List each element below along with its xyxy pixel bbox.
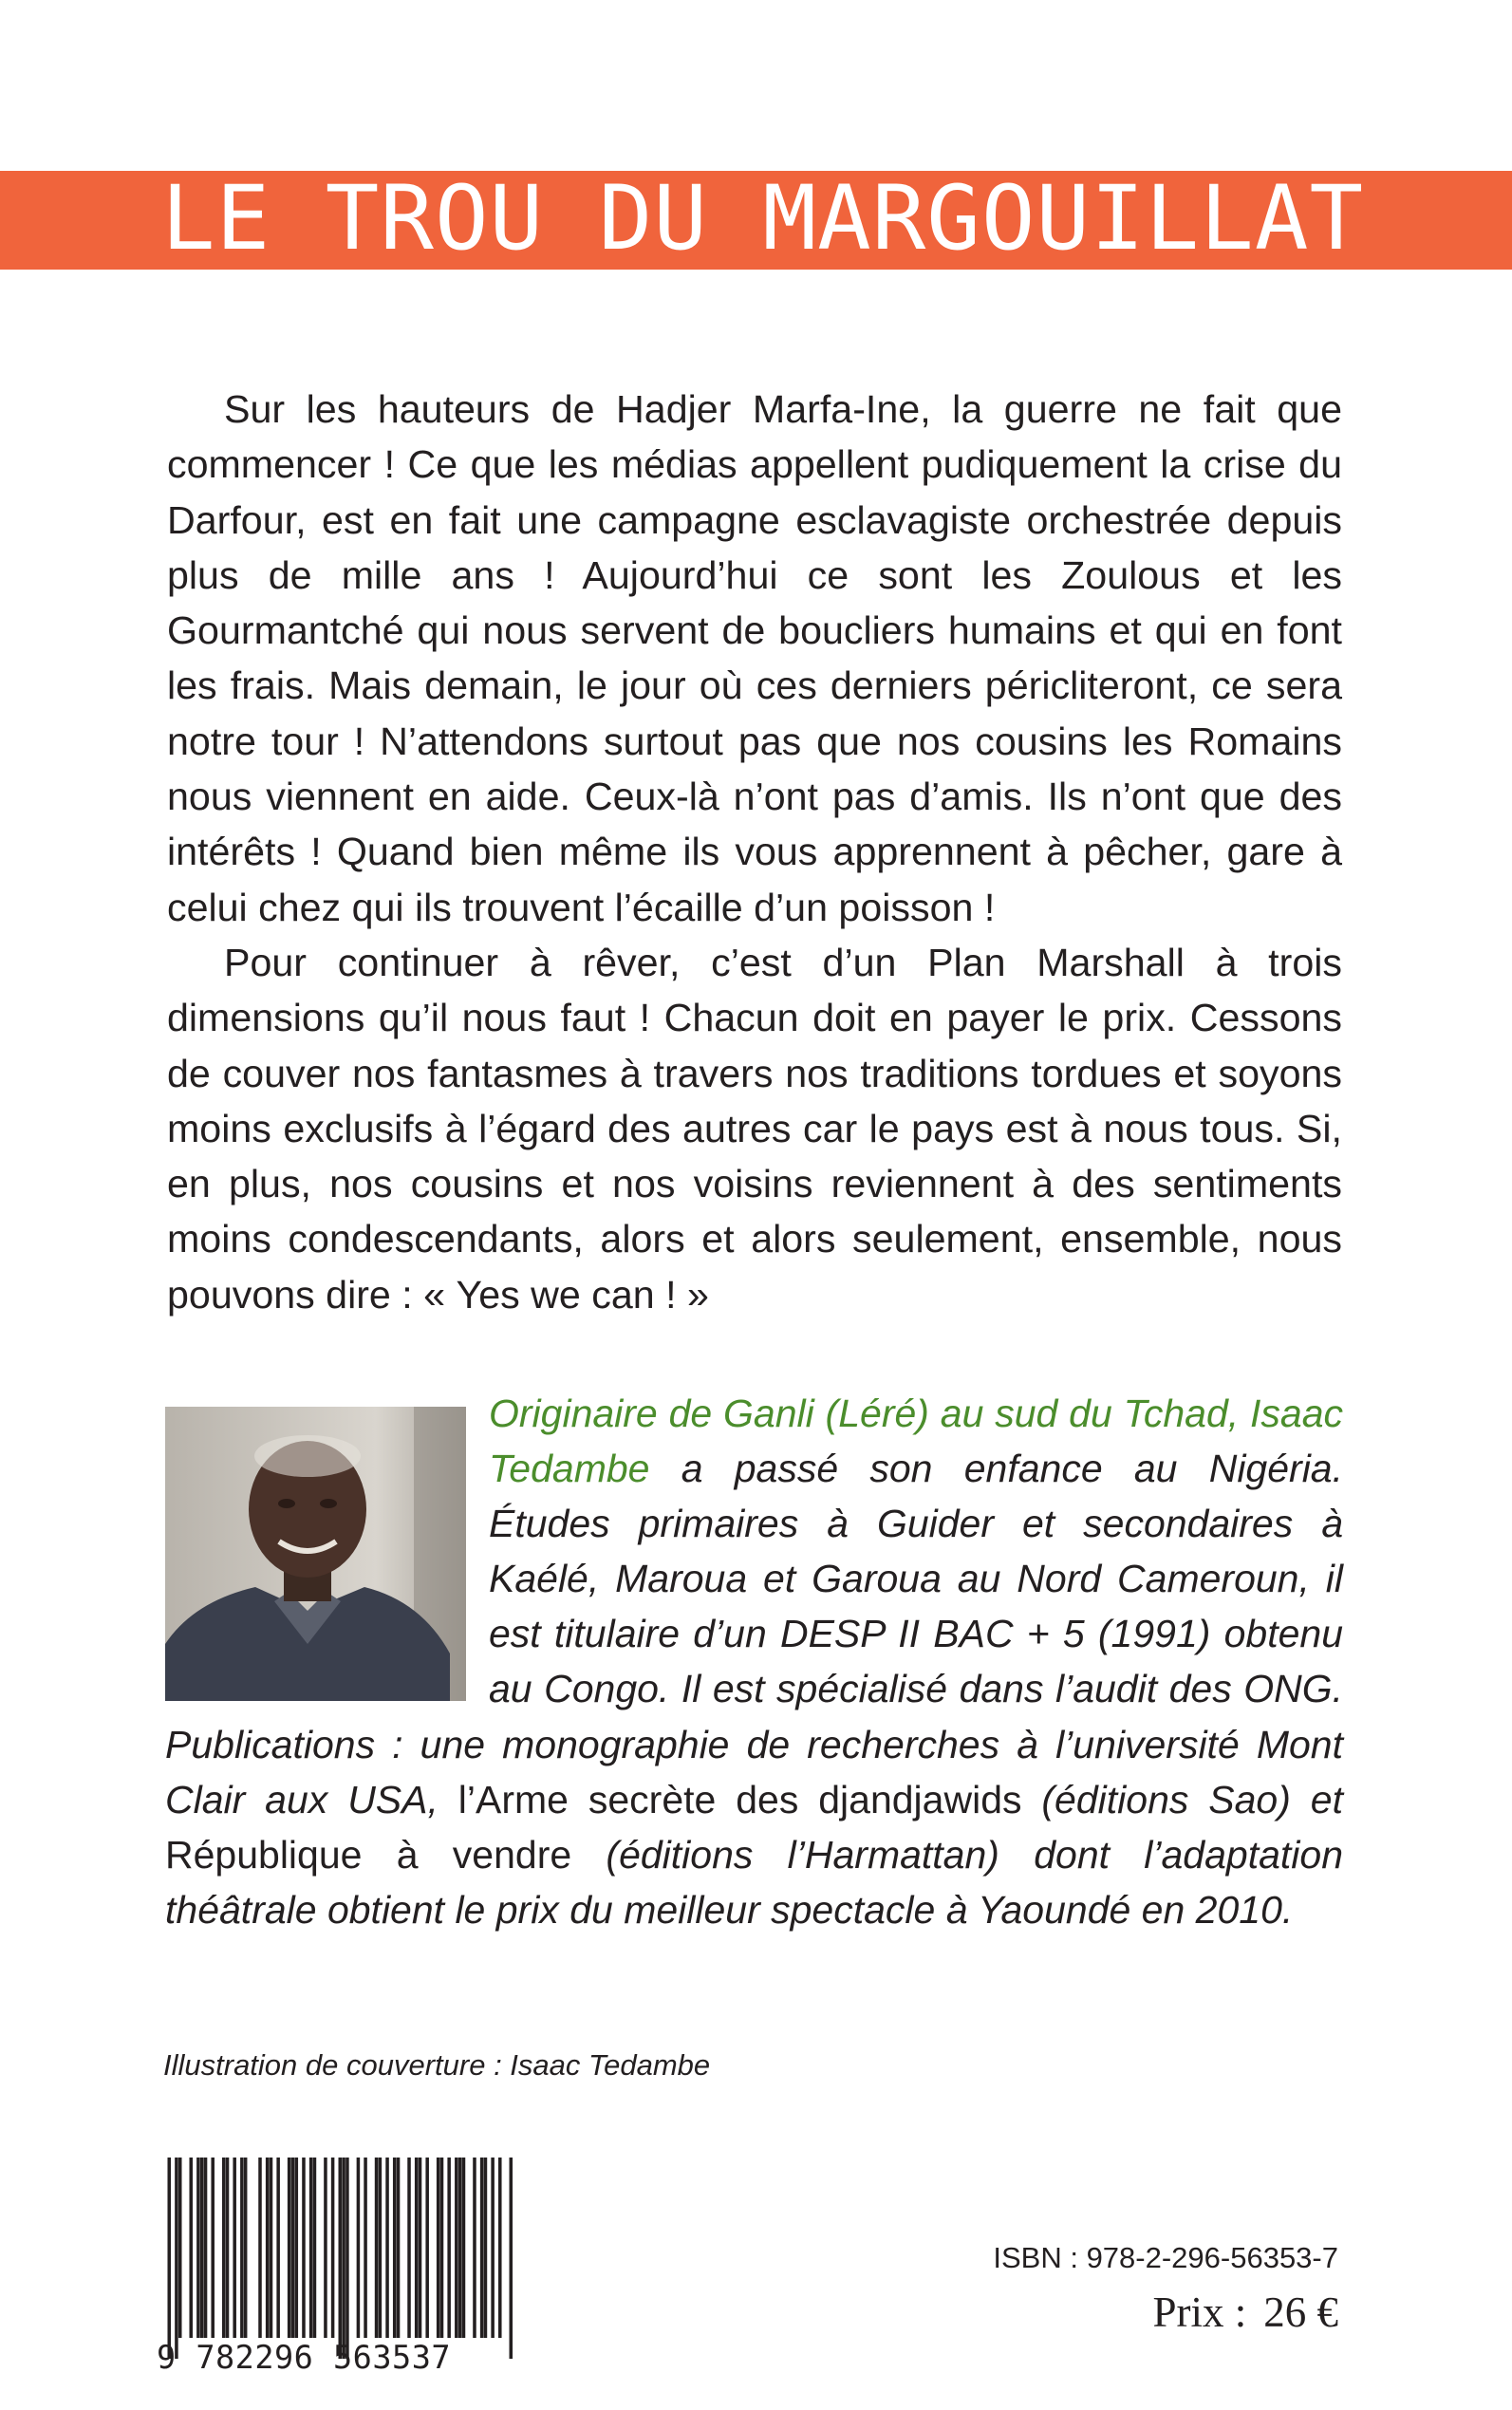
barcode-bar [462, 2158, 466, 2338]
barcode-bar [357, 2158, 361, 2338]
barcode-bar [437, 2158, 440, 2338]
blurb-paragraph: Sur les hauteurs de Hadjer Marfa-Ine, la guerre ne fait que commencer ! Ce que les médias appellent pudiquement la crise du Darfour, est en fait une campagne esclavagiste orchestrée depuis plus de mille ans ! Aujourd’hui ce sont les Zoulous et les Gourmantché qui nous servent de boucliers humains et qui en font les frais. Mais demain, le jour où ces derniers péricliteront, ce sera notre tour ! N’attendons surtout pas que nos cousins les Romains nous viennent en aide. Ceux-là n’ont pas d’amis. Ils n’ont que des intérêts ! Quand bien même ils vous apprennent à pêcher, gare à celui chez qui ils trouvent l’écaille d’un poisson ! [167, 387, 1342, 929]
barcode-bar [302, 2158, 306, 2338]
barcode-bar [222, 2158, 226, 2338]
barcode-bar [458, 2158, 462, 2338]
cover-illustration-credit: Illustration de couverture : Isaac Tedambe [163, 2048, 711, 2082]
barcode-bar [240, 2158, 244, 2338]
barcode-bar [295, 2158, 299, 2338]
barcode-bar [233, 2158, 236, 2338]
barcode-bar [447, 2158, 451, 2338]
barcode-bar [175, 2158, 178, 2359]
barcode-bar [498, 2158, 502, 2338]
book-title-djandjawids: l’Arme secrète des djandjawids [457, 1777, 1022, 1822]
barcode-bar [342, 2158, 345, 2359]
barcode-bar [309, 2158, 313, 2338]
isbn: ISBN : 978-2-296-56353-7 [993, 2241, 1338, 2274]
author-biography [165, 1386, 1343, 1937]
publisher-sao: (éditions Sao) et [1021, 1777, 1343, 1822]
price [1152, 2288, 1338, 2337]
barcode-bar [288, 2158, 291, 2338]
barcode-bar [276, 2158, 280, 2338]
barcode-bar [200, 2158, 204, 2338]
barcode-bar [178, 2158, 182, 2338]
barcode-bar [375, 2158, 379, 2338]
barcode-bar [415, 2158, 419, 2338]
barcode-bar [385, 2158, 389, 2338]
barcode-bar [440, 2158, 444, 2338]
barcode-bar [204, 2158, 208, 2338]
barcode-bar [167, 2158, 171, 2359]
barcode-bar [419, 2158, 422, 2338]
barcode-bar [510, 2158, 513, 2359]
author-photo [165, 1407, 466, 1701]
barcode-bar [244, 2158, 248, 2338]
barcode-bar [364, 2158, 367, 2338]
blurb-paragraph: Pour continuer à rêver, c’est d’un Plan Marshall à trois dimensions qu’il nous faut ! Chacun doit en payer le prix. Cessons de couver nos fantasmes à travers nos traditions tordues et soyons moins exclusifs à l’égard des autres car le pays est à nous tous. Si, en plus, nos cousins et nos voisins reviennent à des sentiments moins condescendants, alors et alors seulement, ensemble, nous pouvons dire : « Yes we can ! » [167, 940, 1342, 1317]
barcode-bar [480, 2158, 484, 2338]
barcode-bar [226, 2158, 230, 2338]
barcode-bar [270, 2158, 273, 2338]
barcode-bar [393, 2158, 397, 2338]
barcode-bar [189, 2158, 193, 2338]
barcode-bar [397, 2158, 401, 2338]
barcode-bar [211, 2158, 215, 2338]
barcode-bar [313, 2158, 317, 2338]
publisher-harmattan: (éditions l’Harmattan) dont l’adaptation théâtrale obtient le prix du meilleur spectacle à Yaoundé en 2010. [165, 1832, 1344, 1932]
barcode-bar [484, 2158, 488, 2338]
barcode-bar [425, 2158, 429, 2338]
book-title: LE TROU DU MARGOUILLAT [161, 167, 1365, 271]
barcode-bar [345, 2158, 349, 2359]
barcode-digits: 9 782296 563537 [157, 2339, 452, 2376]
author-bio: a passé son enfance au Nigéria. Études primaires à Guider et secondaires à Kaélé, Maroua et Garoua au Nord Cameroun, il est titulaire d’un DESP II BAC + 5 (1991) obtenu au Congo. Il est spécialisé dans l’audit des ONG. Publications : une monographie de recherches à l’université Mont Clair aux USA, [165, 1447, 1343, 1822]
barcode-bar [324, 2158, 327, 2338]
barcode-bar [266, 2158, 270, 2338]
barcode-bar [291, 2158, 295, 2338]
barcode-bar [407, 2158, 411, 2338]
barcode-bar [258, 2158, 262, 2338]
author-intro: Originaire de Ganli (Léré) au sud du Tchad, Isaac Tedambe [489, 1392, 1343, 1491]
barcode-bar [331, 2158, 335, 2338]
barcode-bar [379, 2158, 383, 2338]
price-amount: 26 € [1263, 2289, 1338, 2336]
barcode-bar [196, 2158, 200, 2338]
book-title-republique: République à vendre [165, 1832, 572, 1877]
barcode-bar [491, 2158, 495, 2338]
barcode-bar [455, 2158, 458, 2338]
barcode-bar [339, 2158, 343, 2359]
back-cover-blurb [167, 382, 1342, 1322]
barcode-bar [473, 2158, 476, 2338]
price-label: Prix : [1152, 2289, 1247, 2336]
